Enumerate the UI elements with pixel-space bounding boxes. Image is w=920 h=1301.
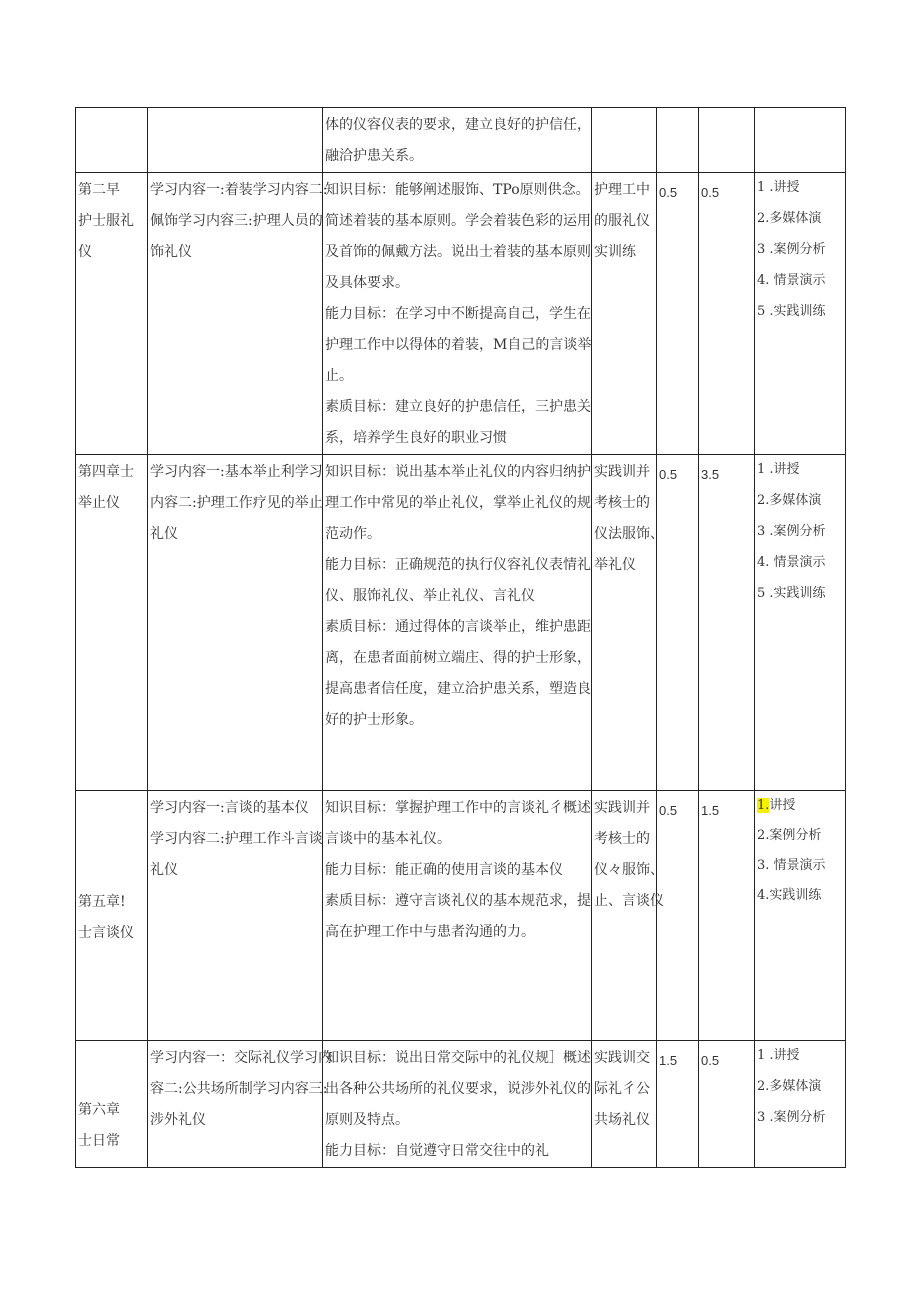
hours-practice: 0.5 — [701, 185, 720, 200]
content-line: 学习内容二:护理工作斗言谈 — [150, 831, 323, 847]
objective-line: 止。 — [325, 368, 353, 384]
chapter-line: 士言谈仪 — [78, 925, 134, 941]
practice-line: 止、言谈仪 — [594, 893, 664, 909]
content-line: 学习内容一:着装学习内容二: — [150, 182, 328, 198]
hours-theory: 0.5 — [659, 467, 678, 482]
content-cell — [148, 1041, 332, 1168]
objective-line: 护理工作中以得体的着装，M自己的言谈举 — [325, 337, 592, 353]
practice-line: 的服礼仪 — [594, 213, 650, 229]
methods-cell — [755, 1041, 846, 1168]
practice-line: 实践训并 — [594, 800, 650, 816]
hours-practice: 1.5 — [701, 803, 720, 818]
objective-line: 素质目标：通过得体的言谈举止，维护患距 — [325, 619, 591, 635]
content-cell — [148, 108, 323, 173]
chapter-cell — [76, 173, 148, 455]
objective-line: 知识目标：能够阐述服饰、TPo原则供念。 — [325, 182, 590, 198]
chapter-cell — [76, 791, 148, 1041]
chapter-line: 举止仪 — [78, 495, 120, 511]
objectives-cell — [323, 1041, 592, 1168]
chapter-line: 第四章士 — [78, 464, 134, 480]
chapter-cell — [76, 108, 148, 173]
content-cell — [148, 173, 328, 455]
objective-line: 知识目标：说出基本举止礼仪的内容归纳护 — [325, 464, 591, 480]
method-item: 1 .讲授 — [757, 1048, 800, 1063]
method-item: 4. 情景演示 — [757, 555, 826, 570]
hours-theory-cell — [657, 791, 699, 1041]
practice-cell — [592, 173, 657, 455]
practice-cell — [592, 108, 657, 173]
course-schedule-table — [75, 107, 846, 1168]
method-item: 5 .实践训练 — [757, 586, 826, 601]
practice-line: 实践训交 — [594, 1050, 650, 1066]
table-row — [76, 173, 846, 455]
objectives-cell — [323, 173, 592, 455]
chapter-line: 护士服礼 — [78, 213, 134, 229]
method-item: 1 .讲授 — [757, 462, 800, 477]
objective-line: 及首饰的佩戴方法。说出士着装的基本原则 — [325, 244, 591, 260]
objective-line: 知识目标：说出日常交际中的礼仪规］概述 — [325, 1050, 591, 1066]
content-line: 礼仪 — [150, 526, 178, 542]
method-item: 3 .案例分析 — [757, 524, 826, 539]
highlighted-number: 1. — [757, 798, 770, 813]
chapter-line: 第二早 — [78, 182, 120, 198]
practice-line: 共场礼仪 — [594, 1112, 650, 1128]
method-item: 2.多媒体演 — [757, 493, 822, 508]
table-row — [76, 108, 846, 173]
practice-cell — [592, 791, 664, 1041]
methods-cell — [755, 791, 846, 1041]
objectives-cell — [323, 791, 592, 1041]
objective-line: 范动作。 — [325, 526, 381, 542]
content-line: 学习内容一:言谈的基本仪 — [150, 800, 309, 816]
content-line: 内容二:护理工作疗见的举止 — [150, 495, 323, 511]
method-item: 2.多媒体演 — [757, 211, 822, 226]
hours-practice-cell — [699, 108, 755, 173]
table-row — [76, 791, 846, 1041]
hours-theory: 1.5 — [659, 1053, 678, 1068]
method-item: 1.讲授 — [757, 798, 796, 813]
hours-theory-cell — [657, 455, 699, 791]
objective-line: 素质目标：建立良好的护患信任，三护患关 — [325, 399, 591, 415]
practice-line: 实训练 — [594, 244, 636, 260]
practice-cell — [592, 1041, 657, 1168]
content-line: 饰礼仪 — [150, 244, 192, 260]
chapter-line: 士日常 — [78, 1133, 120, 1149]
objective-line: 原则及特点。 — [325, 1112, 409, 1128]
content-line: 容二:公共场所制学习内容三: — [150, 1081, 328, 1097]
practice-line: 仪法服饰、 — [594, 526, 664, 542]
objective-line: 能力目标：正确规范的执行仪容礼仪表情礼 — [325, 557, 591, 573]
objective-line: 系，培养学生良好的职业习惯 — [325, 430, 507, 446]
hours-theory: 0.5 — [659, 803, 678, 818]
practice-line: 际礼彳公 — [594, 1081, 650, 1097]
chapter-cell — [76, 455, 148, 791]
practice-line: 护理工中 — [594, 182, 650, 198]
method-item: 1 .讲授 — [757, 180, 800, 195]
content-line: 学习内容一:基本举止利学习 — [150, 464, 323, 480]
objective-line: 体的仪容仪表的要求，建立良好的护信任， — [325, 117, 591, 133]
practice-line: 考核士的 — [594, 495, 650, 511]
objective-line: 能力目标：能正确的使用言谈的基本仪 — [325, 862, 563, 878]
hours-theory-cell — [657, 108, 699, 173]
objectives-cell — [323, 108, 592, 173]
objective-line: 提高患者信任度，建立洽护患关系，塑造良 — [325, 681, 591, 697]
content-line: 涉外礼仪 — [150, 1112, 206, 1128]
objective-line: 简述着装的基本原则。学会着装色彩的运用 — [325, 213, 591, 229]
method-item: 2.多媒体演 — [757, 1079, 822, 1094]
hours-theory-cell — [657, 173, 699, 455]
method-item: 2.案例分析 — [757, 828, 822, 843]
method-item: 5 .实践训练 — [757, 304, 826, 319]
chapter-line: 仪 — [78, 244, 92, 260]
objective-line: 言谈中的基本礼仪。 — [325, 831, 451, 847]
objective-line: 能力目标：自觉遵守日常交往中的礼 — [325, 1143, 549, 1159]
content-line: 学习内容一：交际礼仪学习内 — [150, 1050, 332, 1066]
objective-line: 知识目标：掌握护理工作中的言谈礼彳概述 — [325, 800, 591, 816]
method-item: 3 .案例分析 — [757, 242, 826, 257]
methods-cell — [755, 455, 846, 791]
hours-theory: 0.5 — [659, 185, 678, 200]
practice-line: 仪々服饰、 — [594, 862, 664, 878]
objective-line: 好的护士形象。 — [325, 712, 423, 728]
hours-practice-cell — [699, 455, 755, 791]
chapter-cell — [76, 1041, 148, 1168]
hours-practice: 0.5 — [701, 1053, 720, 1068]
practice-line: 举礼仪 — [594, 557, 636, 573]
hours-practice-cell — [699, 1041, 755, 1168]
objective-line: 素质目标：遵守言谈礼仪的基本规范求，提 — [325, 893, 591, 909]
methods-cell — [755, 173, 846, 455]
objective-line: 理工作中常见的举止礼仪，掌举止礼仪的规 — [325, 495, 591, 511]
content-line: 礼仪 — [150, 862, 178, 878]
objective-line: 能力目标：在学习中不断提高自己，学生在 — [325, 306, 591, 322]
content-line: 佩饰学习内容三:护理人员的 — [150, 213, 323, 229]
objective-line: 高在护理工作中与患者沟通的力。 — [325, 924, 535, 940]
table-row — [76, 455, 846, 791]
content-cell — [148, 791, 323, 1041]
objective-line: 融洽护患关系。 — [325, 148, 423, 164]
methods-cell — [755, 108, 846, 173]
hours-practice: 3.5 — [701, 467, 720, 482]
method-item: 4. 情景演示 — [757, 273, 826, 288]
objective-line: 出各种公共场所的礼仪要求，说涉外礼仪的 — [325, 1081, 591, 1097]
objective-line: 离，在患者面前树立端庄、得的护士形象， — [325, 650, 591, 666]
objective-line: 及具体要求。 — [325, 275, 409, 291]
hours-practice-cell — [699, 173, 755, 455]
practice-line: 考核士的 — [594, 831, 650, 847]
chapter-line: 第六章 — [78, 1102, 120, 1118]
hours-practice-cell — [699, 791, 755, 1041]
objective-line: 仪、服饰礼仪、举止礼仪、言礼仪 — [325, 588, 535, 604]
hours-theory-cell — [657, 1041, 699, 1168]
method-item: 4.实践训练 — [757, 888, 822, 903]
practice-cell — [592, 455, 664, 791]
table-row — [76, 1041, 846, 1168]
practice-line: 实践训并 — [594, 464, 650, 480]
method-item: 3 .案例分析 — [757, 1110, 826, 1125]
chapter-line: 第五章! — [78, 894, 126, 910]
content-cell — [148, 455, 323, 791]
method-item: 3. 情景演示 — [757, 858, 826, 873]
objectives-cell — [323, 455, 592, 791]
